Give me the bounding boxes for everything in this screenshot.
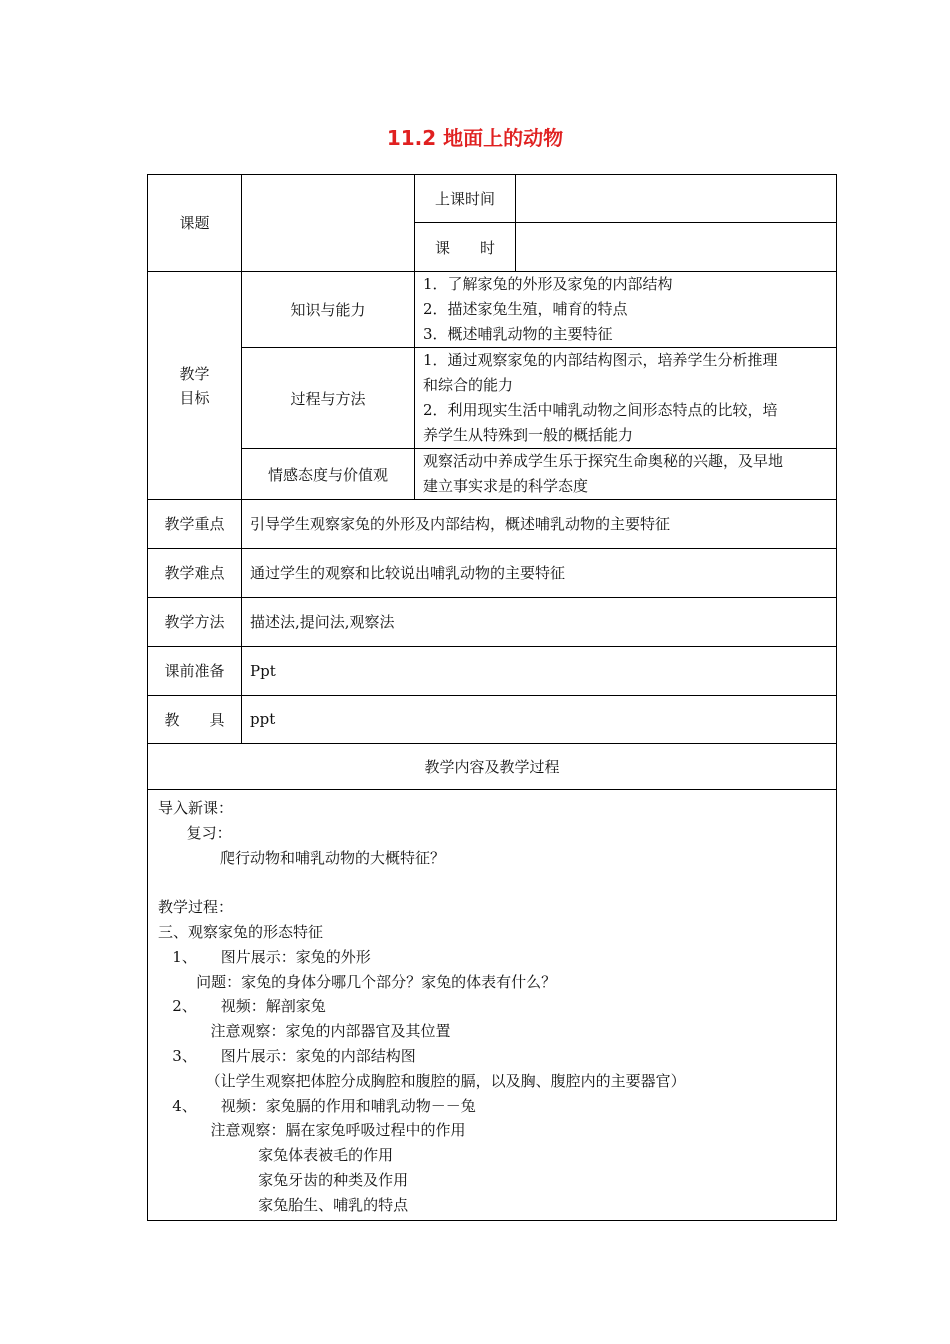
attitude-values-label: 情感态度与价值观 <box>242 449 415 500</box>
process-text-line: 家兔体表被毛的作用 <box>158 1146 394 1165</box>
teaching-process-content <box>148 790 837 1221</box>
key-points-value: 引导学生观察家兔的外形及内部结构，概述哺乳动物的主要特征 <box>242 500 837 549</box>
process-method-content <box>415 348 837 449</box>
knowledge-line: 3．概述哺乳动物的主要特征 <box>423 325 613 343</box>
process-text-line: 3、 图片展示：家兔的内部结构图 <box>158 1046 416 1065</box>
methods-label: 教学方法 <box>148 598 242 647</box>
process-text-line: 复习： <box>158 823 232 842</box>
process-text-line: 1、 图片展示：家兔的外形 <box>158 947 371 966</box>
topic-label: 课题 <box>148 175 242 272</box>
difficulties-label: 教学难点 <box>148 549 242 598</box>
process-text-line <box>158 870 828 895</box>
topic-value <box>242 175 415 272</box>
knowledge-ability-label: 知识与能力 <box>242 272 415 348</box>
process-line: 和综合的能力 <box>423 376 514 394</box>
lesson-plan-table <box>147 174 837 1221</box>
process-text-line: 教学过程： <box>158 898 234 917</box>
attitude-line: 观察活动中养成学生乐于探究生命奥秘的兴趣，及早地 <box>423 452 784 470</box>
process-line: 1．通过观察家兔的内部结构图示，培养学生分析推理 <box>423 351 778 369</box>
process-text-line: 问题：家兔的身体分哪几个部分？家兔的体表有什么？ <box>158 972 557 991</box>
process-text-line: 4、 视频：家兔膈的作用和哺乳动物－－兔 <box>158 1096 476 1115</box>
class-time-label: 上课时间 <box>415 175 516 223</box>
process-line: 养学生从特殊到一般的概括能力 <box>423 426 634 444</box>
knowledge-ability-content <box>415 272 837 348</box>
process-text-line: 家兔牙齿的种类及作用 <box>158 1170 409 1189</box>
difficulties-value: 通过学生的观察和比较说出哺乳动物的主要特征 <box>242 549 837 598</box>
teaching-goals-label <box>148 272 242 500</box>
process-text-line: 导入新课： <box>158 799 234 817</box>
key-points-label: 教学重点 <box>148 500 242 549</box>
knowledge-line: 2．描述家兔生殖，哺育的特点 <box>423 300 628 318</box>
attitude-values-content <box>415 449 837 500</box>
preparation-label: 课前准备 <box>148 647 242 696</box>
attitude-line: 建立事实求是的科学态度 <box>423 477 589 495</box>
process-text-line: 注意观察：家兔的内部器官及其位置 <box>158 1022 451 1041</box>
process-text-line: 2、 视频：解剖家兔 <box>158 997 326 1016</box>
preparation-value: Ppt <box>242 647 837 696</box>
page-title: 11.2 地面上的动物 <box>386 126 564 150</box>
process-text-line: 家兔胎生、哺乳的特点 <box>158 1195 409 1214</box>
process-line: 2．利用现实生活中哺乳动物之间形态特点的比较，培 <box>423 401 778 419</box>
process-text-line: （让学生观察把体腔分成胸腔和腹腔的膈，以及胸、腹腔内的主要器官） <box>158 1071 686 1090</box>
knowledge-line: 1．了解家兔的外形及家兔的内部结构 <box>423 275 673 293</box>
process-text-line: 三、观察家兔的形态特征 <box>158 922 324 941</box>
class-time-value <box>516 175 837 223</box>
teaching-tools-label: 教 具 <box>148 696 242 744</box>
process-text-line: 爬行动物和哺乳动物的大概特征？ <box>158 848 445 867</box>
content-process-header: 教学内容及教学过程 <box>148 744 837 790</box>
process-method-label: 过程与方法 <box>242 348 415 449</box>
teaching-tools-value: ppt <box>242 696 837 744</box>
class-period-label: 课 时 <box>415 223 516 272</box>
methods-value: 描述法,提问法,观察法 <box>242 598 837 647</box>
process-text-line: 注意观察：膈在家兔呼吸过程中的作用 <box>158 1121 466 1140</box>
class-period-value <box>516 223 837 272</box>
goals-label-line2: 目标 <box>179 388 210 407</box>
goals-label-line1: 教学 <box>179 364 210 383</box>
